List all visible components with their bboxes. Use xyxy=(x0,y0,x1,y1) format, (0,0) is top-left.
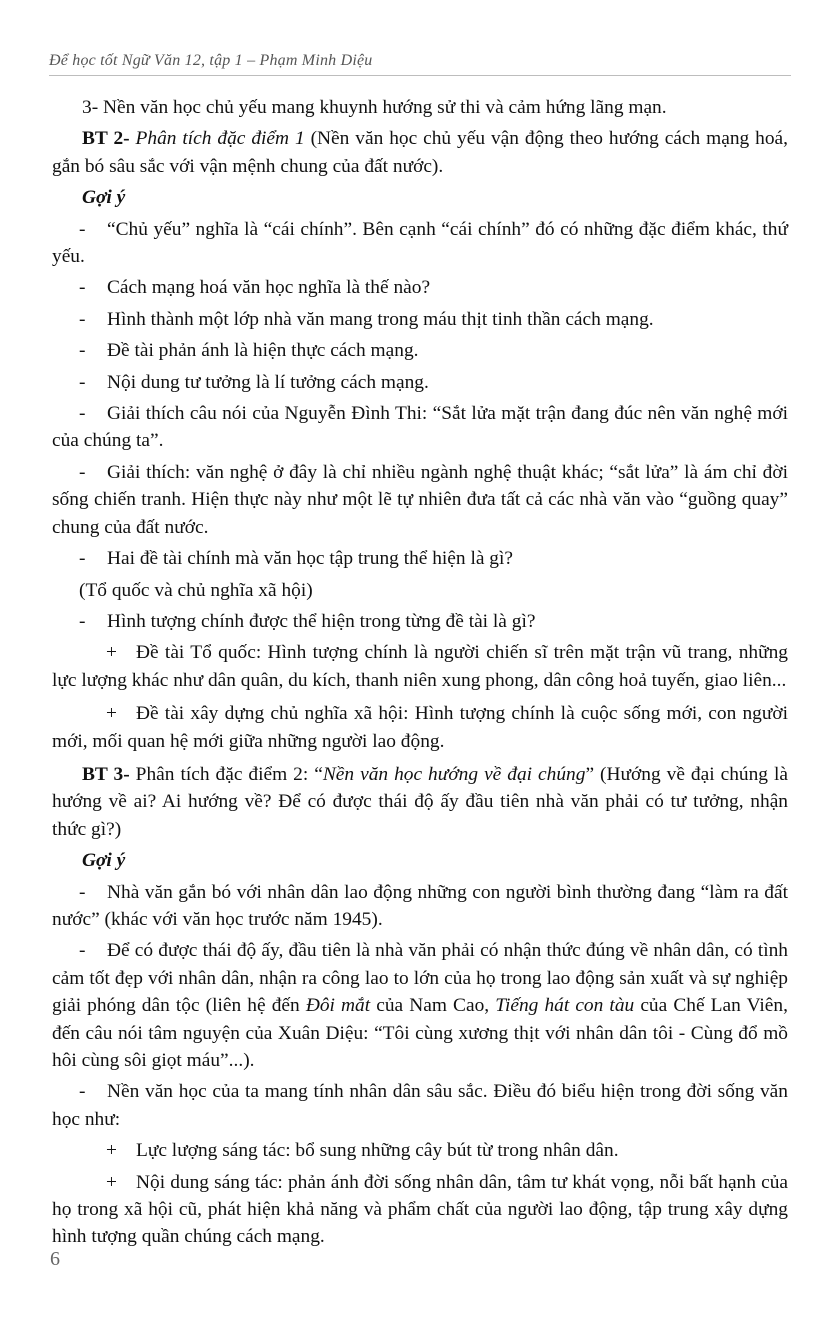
list-item: - Nhà văn gắn bó với nhân dân lao động những con người bình thường đang “làm ra đất nước” (khác với văn học trước năm 1945). xyxy=(52,879,788,934)
running-header: Để học tốt Ngữ Văn 12, tập 1 – Phạm Minh Diệu xyxy=(49,52,373,69)
exercise-bt2 xyxy=(52,125,788,180)
dash-marker: - xyxy=(79,881,86,903)
dash-marker: - xyxy=(79,340,86,362)
sub-list-item: + Đề tài Tổ quốc: Hình tượng chính là người chiến sĩ trên mặt trận vũ trang, những lực lượng khác như dân quân, du kích, thanh niên xung phong, dân công hoả tuyến, giao liên... xyxy=(52,639,788,694)
paragraph-point-3: 3- Nền văn học chủ yếu mang khuynh hướng sử thi và cảm hứng lãng mạn. xyxy=(82,97,667,118)
work-title: Tiếng hát con tàu xyxy=(495,995,635,1017)
dash-marker: - xyxy=(79,548,86,570)
dash-marker: - xyxy=(79,277,86,299)
dash-marker: - xyxy=(79,940,86,962)
exercise-label: BT 3- xyxy=(82,763,130,785)
plus-marker: + xyxy=(106,703,117,725)
list-item: - Cách mạng hoá văn học nghĩa là thế nào? xyxy=(52,274,788,301)
sub-list-item: + Lực lượng sáng tác: bổ sung những cây bút từ trong nhân dân. xyxy=(52,1137,788,1164)
list-item: - Hình thành một lớp nhà văn mang trong máu thịt tinh thần cách mạng. xyxy=(52,306,788,333)
exercise-bt3: BT 3- Phân tích đặc điểm 2: “Nền văn học hướng về đại chúng” (Hướng về đại chúng là hướng về ai? Ai hướng về? Để có được thái độ ấy đầu tiên nhà văn phải có tư tưởng, nhận thức gì?) xyxy=(52,763,788,840)
list-item: - “Chủ yếu” nghĩa là “cái chính”. Bên cạnh “cái chính” đó có những đặc điểm khác, thứ yếu. xyxy=(52,216,788,271)
exercise-title: Phân tích đặc điểm 1 xyxy=(135,128,305,150)
list-item: - Hình tượng chính được thể hiện trong từng đề tài là gì? xyxy=(52,608,788,635)
dash-marker: - xyxy=(79,461,86,483)
answer-note: (Tổ quốc và chủ nghĩa xã hội) xyxy=(79,579,313,601)
dash-marker: - xyxy=(79,371,86,393)
list-item: - Giải thích: văn nghệ ở đây là chỉ nhiều ngành nghệ thuật khác; “sắt lửa” là ám chỉ đời sống chiến tranh. Hiện thực này như một lẽ tự nhiên đưa tất cả các nhà văn vào “guồng quay” chung của đất nước. xyxy=(52,459,788,541)
exercise-description: (Nền văn học chủ yếu vận động theo hướng cách mạng hoá, gắn bó sâu sắc với vận mệnh chung của đất nước). xyxy=(52,128,788,177)
sub-list-item: + Đề tài xây dựng chủ nghĩa xã hội: Hình tượng chính là cuộc sống mới, con người mới, mối quan hệ mới giữa những người lao động. xyxy=(52,700,788,755)
list-item: - Để có được thái độ ấy, đầu tiên là nhà văn phải có nhận thức đúng về nhân dân, có tình cảm tốt đẹp với nhân dân, nhận ra công lao to lớn của họ trong lao động sản xuất và sự nghiệp giải phóng dân tộc (liên hệ đến Đôi mắt của Nam Cao, Tiếng hát con tàu của Chế Lan Viên, đến câu nói tâm nguyện của Xuân Diệu: “Tôi cùng xương thịt với nhân dân tôi - Cùng đổ mồ hôi cùng sôi giọt máu”...). xyxy=(52,937,788,1074)
hint-heading: Gợi ý xyxy=(82,850,126,872)
list-item: - Đề tài phản ánh là hiện thực cách mạng. xyxy=(52,337,788,364)
exercise-title: Nền văn học hướng về đại chúng xyxy=(322,763,586,785)
list-item: - Nền văn học của ta mang tính nhân dân sâu sắc. Điều đó biểu hiện trong đời sống văn học như: xyxy=(52,1078,788,1133)
exercise-label: BT 2- xyxy=(82,128,130,150)
plus-marker: + xyxy=(106,642,117,664)
page-body xyxy=(52,94,788,1255)
list-item: - Giải thích câu nói của Nguyễn Đình Thi: “Sắt lửa mặt trận đang đúc nên văn nghệ mới của chúng ta”. xyxy=(52,400,788,455)
plus-marker: + xyxy=(106,1140,117,1162)
page-number: 6 xyxy=(50,1248,60,1270)
plus-marker: + xyxy=(106,1171,117,1193)
header-divider xyxy=(49,75,791,76)
work-title: Đôi mắt xyxy=(305,995,371,1017)
dash-marker: - xyxy=(79,1081,86,1103)
dash-marker: - xyxy=(79,403,86,425)
list-item: - Nội dung tư tưởng là lí tưởng cách mạng. xyxy=(52,369,788,396)
list-item: - Hai đề tài chính mà văn học tập trung thể hiện là gì? xyxy=(52,545,788,572)
dash-marker: - xyxy=(79,218,86,240)
dash-marker: - xyxy=(79,308,86,330)
hint-heading: Gợi ý xyxy=(82,187,126,209)
dash-marker: - xyxy=(79,610,86,632)
sub-list-item: + Nội dung sáng tác: phản ánh đời sống nhân dân, tâm tư khát vọng, nỗi bất hạnh của họ trong xã hội cũ, phát hiện khả năng và phẩm chất của người lao động, tập trung xây dựng hình tượng quần chúng cách mạng. xyxy=(52,1169,788,1251)
